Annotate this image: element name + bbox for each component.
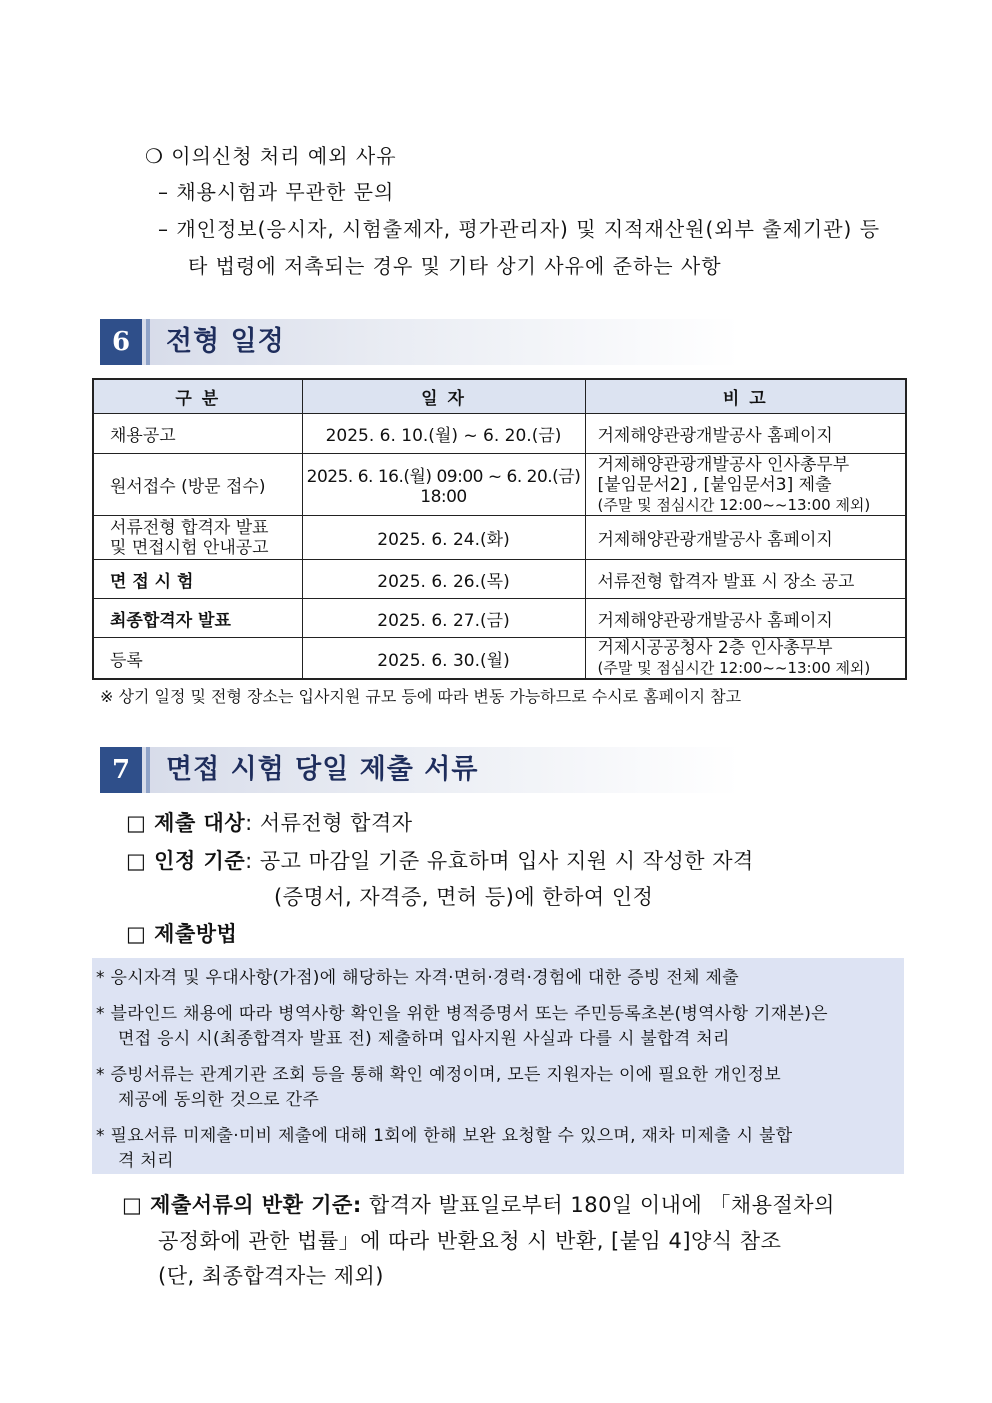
section-7-title: 면접 시험 당일 제출 서류 [166, 754, 479, 785]
row-stage: 채용공고 [93, 414, 302, 454]
recognition-criteria [126, 845, 754, 875]
row-stage-line: 서류전형 합격자 발표 [110, 517, 269, 538]
method-bullet-3-cont: 제공에 동의한 것으로 간주 [118, 1090, 320, 1110]
section-divider [146, 319, 150, 365]
row-date: 2025. 6. 30.(월) [302, 638, 585, 680]
exception-item-2-cont: 타 법령에 저촉되는 경우 및 기타 상기 사유에 준하는 사항 [188, 254, 722, 278]
submission-method-text: □ 제출방법 [126, 922, 238, 946]
table-row [93, 560, 906, 599]
document-return [122, 1189, 835, 1219]
document-return-cont-2: (단, 최종합격자는 제외) [158, 1264, 384, 1288]
section-divider [146, 747, 150, 793]
row-note-line: (주말 및 점심시간 12:00~~13:00 제외) [597, 659, 871, 677]
table-header-row [93, 379, 906, 414]
method-bullet-2: * 블라인드 채용에 따라 병역사항 확인을 위한 병적증명서 또는 주민등록초본(병역사항 기재본)은 [96, 1004, 828, 1024]
section-6-title: 전형 일정 [166, 326, 285, 357]
row-note-line: [붙임문서2] , [붙임문서3] 제출 [597, 474, 832, 495]
recognition-criteria-value: : 공고 마감일 기준 유효하며 입사 지원 시 작성한 자격 [245, 849, 754, 873]
document-return-value: 합격자 발표일로부터 180일 이내에 「채용절차의 [361, 1193, 835, 1217]
row-note-line: 거제시공공청사 2층 인사총무부 [597, 638, 833, 658]
row-note: 서류전형 합격자 발표 시 장소 공고 [585, 560, 906, 599]
document-return-cont-1: 공정화에 관한 법률」에 따라 반환요청 시 반환, [붙임 4]양식 참조 [158, 1229, 782, 1253]
exception-heading: ❍ 이의신청 처리 예외 사유 [145, 144, 397, 168]
recognition-criteria-cont: (증명서, 자격증, 면허 등)에 한하여 인정 [274, 885, 654, 909]
submission-method-label [126, 918, 237, 948]
row-note: 거제해양관광개발공사 홈페이지 [585, 516, 906, 560]
table-row [93, 454, 906, 516]
submission-target-value: : 서류전형 합격자 [245, 811, 413, 835]
row-note: 거제해양관광개발공사 홈페이지 [585, 414, 906, 454]
row-note-line: 거제해양관광개발공사 인사총무부 [597, 454, 850, 475]
row-date: 2025. 6. 27.(금) [302, 599, 585, 638]
table-row [93, 516, 906, 560]
header-date: 일 자 [302, 379, 585, 414]
schedule-table [92, 378, 907, 680]
row-note [585, 454, 906, 516]
method-bullet-1: * 응시자격 및 우대사항(가점)에 해당하는 자격·면허·경력·경험에 대한 증빙 전체 제출 [96, 968, 739, 988]
row-stage: 원서접수 (방문 접수) [93, 454, 302, 516]
submission-target-label: □ 제출 대상 [126, 811, 246, 835]
row-note-line: (주말 및 점심시간 12:00~~13:00 제외) [597, 495, 871, 514]
document-return-label: □ 제출서류의 반환 기준: [122, 1193, 362, 1217]
header-note: 비 고 [585, 379, 906, 414]
row-note [585, 638, 906, 680]
exception-item-2: – 개인정보(응시자, 시험출제자, 평가관리자) 및 지적재산원(외부 출제기관) 등 [158, 217, 881, 241]
row-stage: 등록 [93, 638, 302, 680]
table-row [93, 414, 906, 454]
table-row [93, 599, 906, 638]
section-6-header [100, 319, 740, 365]
row-stage [93, 516, 302, 560]
section-7-header [100, 747, 740, 793]
row-stage: 최종합격자 발표 [93, 599, 302, 638]
exception-item-1: – 채용시험과 무관한 문의 [158, 180, 395, 204]
row-stage: 면 접 시 험 [93, 560, 302, 599]
schedule-footnote: ※ 상기 일정 및 전형 장소는 입사지원 규모 등에 따라 변동 가능하므로 수시로 홈페이지 참고 [100, 687, 742, 706]
section-7-number: 7 [100, 747, 142, 793]
submission-target [126, 807, 413, 837]
row-date: 2025. 6. 26.(목) [302, 560, 585, 599]
table-row [93, 638, 906, 680]
row-stage-line: 및 면접시험 안내공고 [110, 537, 269, 558]
row-note: 거제해양관광개발공사 홈페이지 [585, 599, 906, 638]
method-bullet-3: * 증빙서류는 관계기관 조회 등을 통해 확인 예정이며, 모든 지원자는 이에 필요한 개인정보 [96, 1065, 781, 1085]
section-6-number: 6 [100, 319, 142, 365]
method-bullet-4: * 필요서류 미제출·미비 제출에 대해 1회에 한해 보완 요청할 수 있으며, 재차 미제출 시 불합 [96, 1126, 793, 1146]
recognition-criteria-label: □ 인정 기준 [126, 849, 246, 873]
row-date: 2025. 6. 10.(월) ~ 6. 20.(금) [302, 414, 585, 454]
row-date: 2025. 6. 16.(월) 09:00 ~ 6. 20.(금) 18:00 [302, 454, 585, 516]
method-bullet-2-cont: 면접 응시 시(최종합격자 발표 전) 제출하며 입사지원 사실과 다를 시 불합격 처리 [118, 1029, 730, 1049]
header-stage: 구 분 [93, 379, 302, 414]
method-bullet-4-cont: 격 처리 [118, 1151, 174, 1171]
row-date: 2025. 6. 24.(화) [302, 516, 585, 560]
